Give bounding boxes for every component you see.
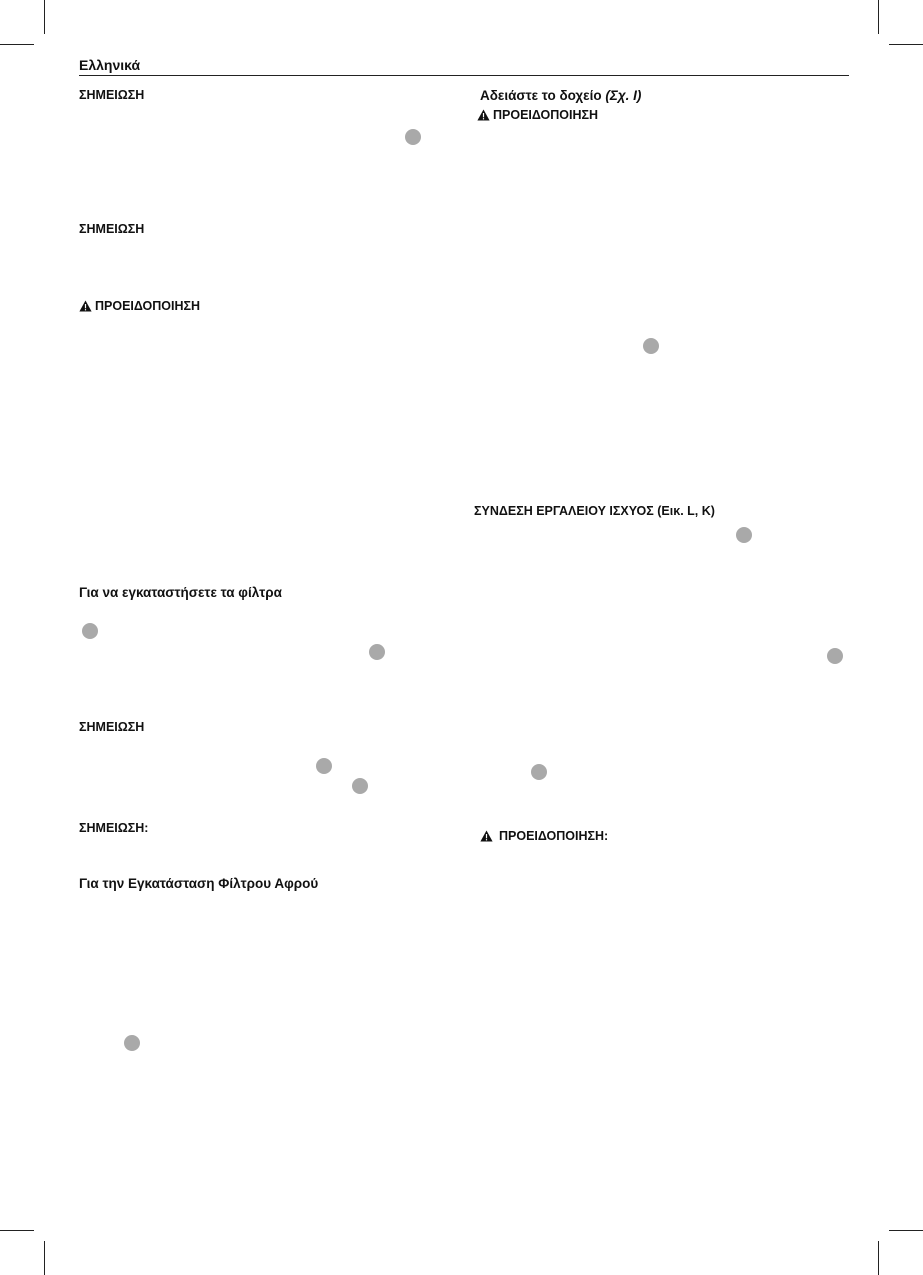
crop-mark-bottom-left-horizontal [0, 1230, 34, 1231]
warning-heading-right-1 [477, 109, 598, 122]
figure-reference-marker [827, 648, 843, 664]
warning-triangle-icon [477, 109, 490, 121]
empty-tank-title: Αδειάστε το δοχείο [480, 88, 602, 103]
note-heading-1: ΣΗΜΕΙΩΣΗ [79, 88, 145, 102]
power-tool-connection-heading: ΣΥΝΔΕΣΗ ΕΡΓΑΛΕΙΟΥ ΙΣΧΥΟΣ (Εικ. L, K) [474, 504, 715, 518]
figure-reference-marker [124, 1035, 140, 1051]
note-heading-2: ΣΗΜΕΙΩΣΗ [79, 222, 145, 236]
page-language-label: Ελληνικά [79, 57, 141, 73]
warning-label: ΠΡΟΕΙΔΟΠΟΙΗΣΗ [95, 299, 201, 313]
figure-reference-marker [352, 778, 368, 794]
figure-reference-marker [405, 129, 421, 145]
figure-reference-marker [736, 527, 752, 543]
figure-reference-marker [531, 764, 547, 780]
warning-heading-1 [79, 300, 200, 313]
warning-triangle-icon [480, 830, 493, 842]
crop-mark-top-right-vertical [878, 0, 879, 34]
empty-tank-heading [480, 89, 641, 103]
crop-mark-bottom-right-vertical [878, 1241, 879, 1275]
figure-reference-marker [82, 623, 98, 639]
empty-tank-figure-reference: (Σχ. I) [605, 88, 642, 103]
figure-reference-marker [643, 338, 659, 354]
header-divider [79, 75, 849, 76]
figure-reference-marker [369, 644, 385, 660]
warning-label: ΠΡΟΕΙΔΟΠΟΙΗΣΗ: [499, 829, 609, 843]
foam-filter-heading: Για την Εγκατάσταση Φίλτρου Αφρού [79, 876, 319, 891]
crop-mark-bottom-right-horizontal [889, 1230, 923, 1231]
note-heading-3: ΣΗΜΕΙΩΣΗ [79, 720, 145, 734]
crop-mark-top-right-horizontal [889, 44, 923, 45]
warning-label: ΠΡΟΕΙΔΟΠΟΙΗΣΗ [493, 108, 599, 122]
install-filters-heading: Για να εγκαταστήσετε τα φίλτρα [79, 585, 282, 600]
warning-triangle-icon [79, 300, 92, 312]
crop-mark-bottom-left-vertical [44, 1241, 45, 1275]
crop-mark-top-left-vertical [44, 0, 45, 34]
warning-heading-right-2 [480, 830, 608, 843]
crop-mark-top-left-horizontal [0, 44, 34, 45]
note-heading-4: ΣΗΜΕΙΩΣΗ: [79, 821, 149, 835]
figure-reference-marker [316, 758, 332, 774]
